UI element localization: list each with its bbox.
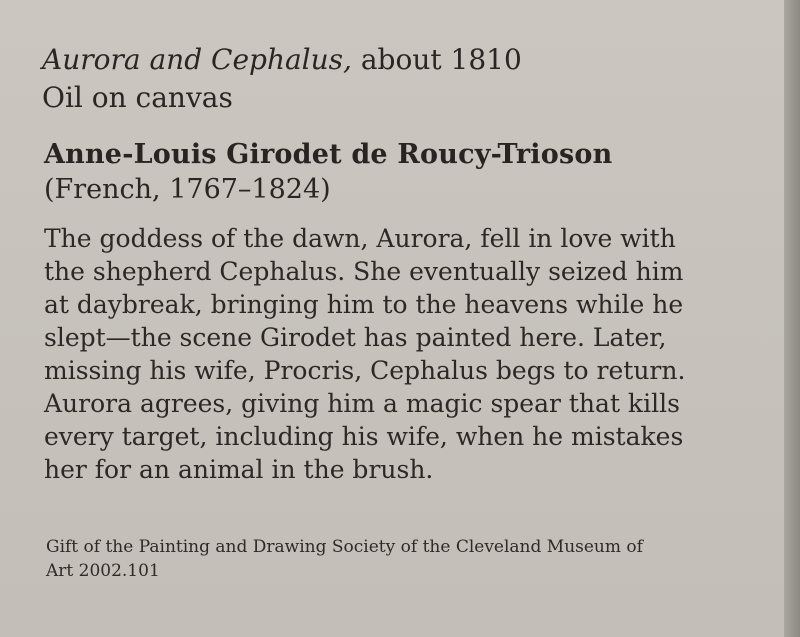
description-line: every target, including his wife, when he mistakes — [44, 422, 684, 451]
credit-line-text: Gift of the Painting and Drawing Society of the Cleveland Museum of — [46, 537, 643, 557]
description-line: slept—the scene Girodet has painted here. Later, — [44, 323, 667, 352]
description-line: The goddess of the dawn, Aurora, fell in love with — [44, 224, 676, 253]
credit-line — [46, 535, 766, 583]
artwork-description — [44, 222, 764, 486]
artwork-medium: Oil on canvas — [42, 81, 233, 114]
artist-name: Anne-Louis Girodet de Roucy-Trioson — [44, 139, 613, 170]
description-line: her for an animal in the brush. — [44, 455, 434, 484]
description-line: missing his wife, Procris, Cephalus begs to return. — [44, 356, 686, 385]
credit-line-text: Art 2002.101 — [46, 561, 160, 581]
description-line: Aurora agrees, giving him a magic spear that kills — [44, 389, 680, 418]
artwork-title-line — [42, 42, 522, 78]
artwork-date: about 1810 — [351, 43, 522, 76]
wall-shadow-edge — [784, 0, 800, 637]
description-line: at daybreak, bringing him to the heavens while he — [44, 290, 684, 319]
artwork-title: Aurora and Cephalus, — [42, 43, 352, 76]
artist-nationality-dates: (French, 1767–1824) — [44, 174, 331, 205]
description-line: the shepherd Cephalus. She eventually seized him — [44, 257, 684, 286]
